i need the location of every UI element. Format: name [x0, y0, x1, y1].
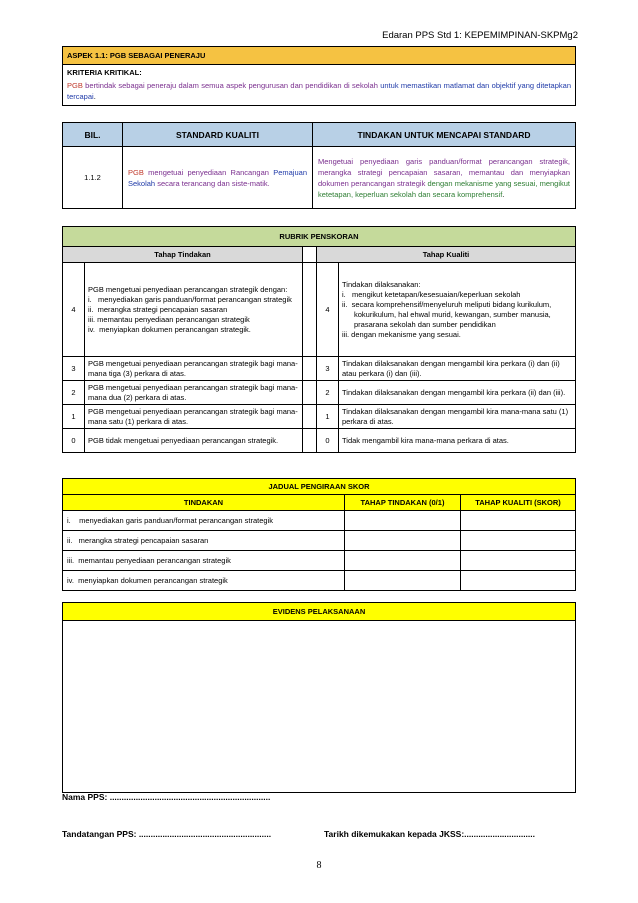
jadual-title: JADUAL PENGIRAAN SKOR — [63, 479, 576, 495]
tahap-tindakan-input[interactable] — [345, 571, 461, 591]
tahap-kualiti-input[interactable] — [461, 511, 576, 531]
jadual-pengiraan-skor — [62, 478, 576, 591]
spacer — [303, 429, 317, 453]
sk-text-2: Pemajuan Sekolah — [128, 167, 307, 188]
jadual-tindakan-label: ii. merangka strategi pencapaian sasaran — [63, 531, 345, 551]
tahap-kualiti-input[interactable] — [461, 551, 576, 571]
aspek-title: ASPEK 1.1: PGB SEBAGAI PENERAJU — [63, 47, 576, 65]
rubrik-row-2 — [63, 381, 576, 405]
tandatangan-pps-line: Tandatangan PPS: ........................................................ — [62, 829, 272, 839]
kualiti-cell — [339, 263, 576, 357]
tarikh-jkss-line: Tarikh dikemukakan kepada JKSS:.............................. — [324, 829, 535, 839]
jadual-tindakan-label: iii. memantau penyediaan perancangan strategik — [63, 551, 345, 571]
tindakan-end: . — [502, 189, 505, 199]
kualiti-cell: Tidak mengambil kira mana-mana perkara di atas. — [339, 429, 576, 453]
tindakan-item: iv. menyiapkan dokumen perancangan strategik. — [88, 324, 251, 334]
tahap-kualiti-input[interactable] — [461, 571, 576, 591]
kriteria-end: . — [93, 92, 96, 101]
tindakan-cell: PGB mengetuai penyediaan perancangan strategik bagi mana-mana tiga (3) perkara di atas. — [85, 357, 303, 381]
nama-pps-line: Nama PPS: .................................................................... — [62, 792, 271, 802]
rubrik-row-1 — [63, 405, 576, 429]
rubrik-row-0 — [63, 429, 576, 453]
tindakan-item: i. menyediakan garis panduan/format perancangan strategik — [88, 294, 292, 304]
bil-value: 1.1.2 — [63, 147, 123, 209]
kualiti-item: ii. secara komprehensif/menyeluruh meliputi bidang kurikulum, kokurikulum, hal ehwal murid, kewangan, sumber manusia, prasarana sekolah dan sumber pendidikan — [342, 299, 552, 329]
evidens-pelaksanaan — [62, 602, 576, 793]
header-tahap-kualiti: TAHAP KUALITI (SKOR) — [461, 495, 576, 511]
kualiti-cell: Tindakan dilaksanakan dengan mengambil kira perkara (ii) dan (iii). — [339, 381, 576, 405]
kriteria-pgb: PGB — [67, 81, 83, 90]
rubrik-row-4 — [63, 263, 576, 357]
tindakan-text-1: Mengetuai penyediaan garis panduan/format perancangan strategik, merangka strategi pencapaian sasaran, memantau dan menyiapkan dokumen perancangan strategik — [318, 156, 570, 188]
kriteria-text-2: untuk memastikan matlamat dan objektif yang ditetapkan tercapai — [67, 81, 571, 101]
col-tahap-tindakan: Tahap Tindakan — [63, 247, 303, 263]
aspek-block — [62, 46, 576, 106]
header-standard-kualiti: STANDARD KUALITI — [123, 123, 313, 147]
kriteria-text-1: bertindak sebagai peneraju dalam semua aspek pengurusan dan pendidikan di sekolah — [82, 81, 381, 90]
jadual-row — [63, 551, 576, 571]
jadual-tindakan-label: i. menyediakan garis panduan/format perancangan strategik — [63, 511, 345, 531]
evidens-title: EVIDENS PELAKSANAAN — [63, 603, 576, 621]
tindakan-text-2: dengan mekanisme yang sesuai, mengikut ketetapan, keperluan sekolah dan secara komprehensif — [318, 178, 570, 199]
header-tindakan: TINDAKAN UNTUK MENCAPAI STANDARD — [313, 123, 576, 147]
kualiti-score: 2 — [317, 381, 339, 405]
sk-pgb: PGB — [128, 167, 144, 177]
spacer — [303, 263, 317, 357]
tindakan-score: 4 — [63, 263, 85, 357]
spacer — [303, 247, 317, 263]
kualiti-intro: Tindakan dilaksanakan: — [342, 279, 421, 289]
spacer — [303, 381, 317, 405]
spacer — [303, 405, 317, 429]
kualiti-score: 3 — [317, 357, 339, 381]
tahap-tindakan-input[interactable] — [345, 511, 461, 531]
tindakan-score: 2 — [63, 381, 85, 405]
kriteria-cell — [63, 65, 576, 106]
kriteria-description — [67, 80, 571, 102]
tindakan-score: 3 — [63, 357, 85, 381]
spacer — [303, 357, 317, 381]
kualiti-item: iii. dengan mekanisme yang sesuai. — [342, 329, 461, 339]
standard-table — [62, 122, 576, 209]
evidens-area[interactable] — [63, 621, 576, 793]
standard-kualiti-text — [123, 147, 313, 209]
tahap-tindakan-input[interactable] — [345, 551, 461, 571]
kualiti-cell: Tindakan dilaksanakan dengan mengambil kira mana-mana satu (1) perkara di atas. — [339, 405, 576, 429]
rubrik-row-3 — [63, 357, 576, 381]
tahap-tindakan-input[interactable] — [345, 531, 461, 551]
tindakan-score: 1 — [63, 405, 85, 429]
jadual-row — [63, 511, 576, 531]
kualiti-score: 0 — [317, 429, 339, 453]
tindakan-item: ii. merangka strategi pencapaian sasaran — [88, 304, 228, 314]
tindakan-cell: PGB mengetuai penyediaan perancangan strategik bagi mana-mana satu (1) perkara di atas. — [85, 405, 303, 429]
header-bil: BIL. — [63, 123, 123, 147]
rubrik-table — [62, 226, 576, 453]
sk-text-1: mengetuai penyediaan Rancangan — [143, 167, 274, 177]
jadual-tindakan-label: iv. menyiapkan dokumen perancangan strategik — [63, 571, 345, 591]
page-number: 8 — [316, 860, 322, 871]
col-tahap-kualiti: Tahap Kualiti — [317, 247, 576, 263]
kualiti-score: 1 — [317, 405, 339, 429]
tindakan-intro: PGB mengetuai penyediaan perancangan strategik dengan: — [88, 284, 288, 294]
tindakan-cell: PGB mengetuai penyediaan perancangan strategik bagi mana-mana dua (2) perkara di atas. — [85, 381, 303, 405]
header-tahap-tindakan: TAHAP TINDAKAN (0/1) — [345, 495, 461, 511]
tindakan-cell: PGB tidak mengetuai penyediaan perancangan strategik. — [85, 429, 303, 453]
tahap-kualiti-input[interactable] — [461, 531, 576, 551]
jadual-row — [63, 571, 576, 591]
header-tindakan: TINDAKAN — [63, 495, 345, 511]
tindakan-text — [313, 147, 576, 209]
page-header: Edaran PPS Std 1: KEPEMIMPINAN-SKPMg2 — [382, 30, 578, 41]
kriteria-label: KRITERIA KRITIKAL: — [67, 68, 142, 77]
tindakan-item: iii. memantau penyediaan perancangan strategik — [88, 314, 250, 324]
rubrik-title: RUBRIK PENSKORAN — [63, 227, 576, 247]
sk-text-3: secara terancang dan siste-matik. — [155, 178, 270, 188]
kualiti-item: i. mengikut ketetapan/kesesuaian/keperluan sekolah — [342, 289, 521, 299]
jadual-row — [63, 531, 576, 551]
kualiti-score: 4 — [317, 263, 339, 357]
kualiti-cell: Tindakan dilaksanakan dengan mengambil kira perkara (i) dan (ii) atau perkara (i) dan (iii). — [339, 357, 576, 381]
tindakan-score: 0 — [63, 429, 85, 453]
tindakan-cell — [85, 263, 303, 357]
